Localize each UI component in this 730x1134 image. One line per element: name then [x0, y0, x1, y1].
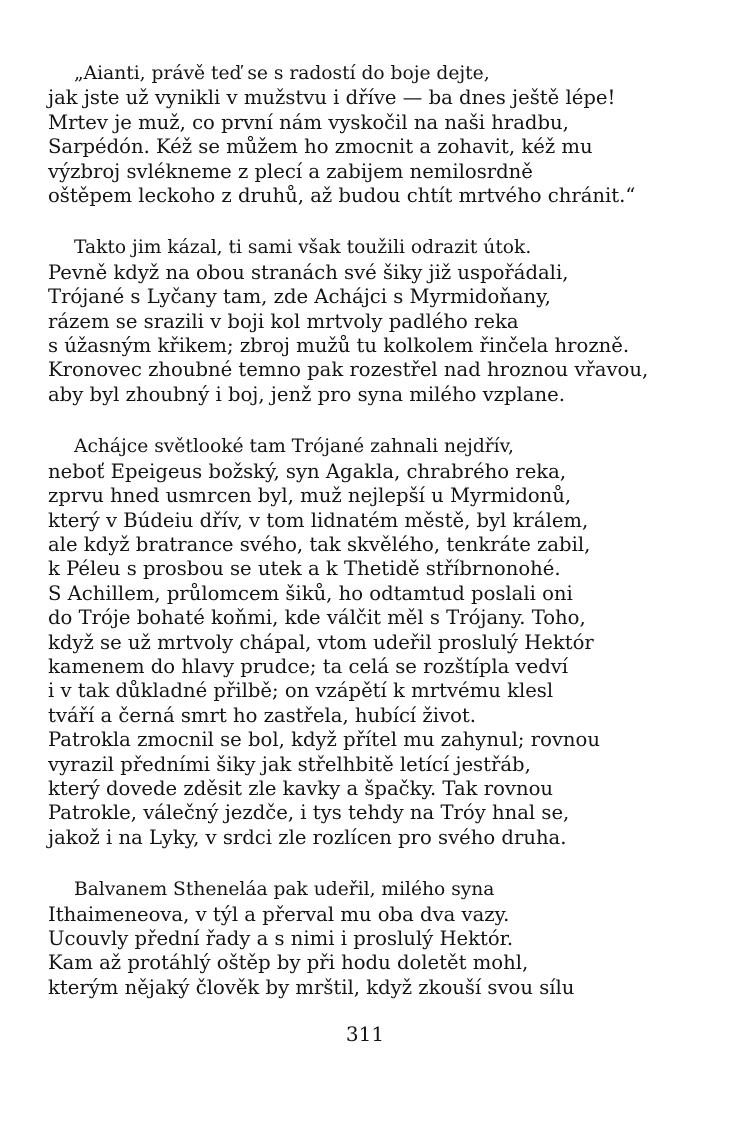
stanza-1	[48, 62, 698, 208]
stanza-4	[48, 878, 698, 1000]
verse-line: Patrokle, válečný jezdče, i tys tehdy na Tróy hnal se,	[48, 801, 570, 825]
verse-line: ale když bratrance svého, tak skvělého, tenkráte zabil,	[48, 532, 591, 556]
verse-line: k Péleu s prosbou se utek a k Thetidě stříbrnonohé.	[48, 557, 561, 581]
verse-line: neboť Epeigeus božský, syn Agakla, chrabrého reka,	[48, 459, 567, 483]
verse-line: S Achillem, průlomcem šiků, ho odtamtud poslali oni	[48, 581, 573, 605]
verse-line: rázem se srazili v boji kol mrtvoly padlého reka	[48, 309, 519, 333]
verse-line: zprvu hned usmrcen byl, muž nejlepší u Myrmidonů,	[48, 484, 572, 508]
verse-line: který v Búdeiu dřív, v tom lidnatém městě, byl králem,	[48, 508, 589, 532]
verse-line: když se už mrtvoly chápal, vtom udeřil proslulý Hektór	[48, 630, 594, 654]
verse-line: do Tróje bohaté koňmi, kde válčit měl s Trójany. Toho,	[48, 606, 586, 630]
verse-line: Pevně když na obou stranách své šiky již uspořádali,	[48, 260, 569, 284]
verse-line: i v tak důkladné přilbě; on vzápětí k mrtvému klesl	[48, 679, 554, 703]
stanza-2	[48, 236, 698, 407]
verse-line: Kronovec zhoubné temno pak rozestřel nad hroznou vřavou,	[48, 358, 649, 382]
verse-line: Patrokla zmocnil se bol, když přítel mu zahynul; rovnou	[48, 728, 600, 752]
page-number: 311	[345, 1022, 385, 1046]
verse-line: Takto jim kázal, ti sami však toužili odrazit útok.	[74, 237, 532, 259]
verse-line: tváří a černá smrt ho zastřela, hubící život.	[48, 703, 476, 727]
verse-line: Ucouvly přední řady a s nimi i proslulý Hektór.	[48, 927, 514, 950]
verse-line: Trójané s Lyčany tam, zde Achájci s Myrmidoňany,	[48, 285, 551, 309]
verse-line: aby byl zhoubný i boj, jenž pro syna milého vzplane.	[48, 382, 565, 406]
verse-line: který dovede zděsit zle kavky a špačky. Tak rovnou	[48, 776, 554, 800]
verse-line: s úžasným křikem; zbroj mužů tu kolkolem řinčela hrozně.	[48, 334, 630, 358]
verse-line: Ithaimeneova, v týl a přerval mu oba dva vazy.	[48, 902, 510, 926]
verse-line: výzbroj svlékneme z plecí a zabijem nemilosrdně	[48, 159, 533, 183]
verse-line: kamenem do hlavy prudce; ta celá se rozštípla vedví	[48, 654, 569, 678]
verse-line: Achájce světlooké tam Trójané zahnali nejdřív,	[74, 436, 514, 458]
verse-line: Sarpédón. Kéž se můžem ho zmocnit a zohavit, kéž mu	[48, 135, 593, 159]
poem-text	[48, 62, 698, 1028]
verse-line: jak jste už vynikli v mužstvu i dříve — ba dnes ještě lépe!	[48, 86, 616, 110]
verse-line: vyrazil předními šiky jak střelhbitě letící jestřáb,	[48, 752, 531, 776]
verse-line: oštěpem leckoho z druhů, až budou chtít mrtvého chránit.“	[48, 184, 636, 208]
verse-line: Balvanem Stheneláa pak udeřil, milého syna	[74, 879, 495, 901]
verse-line: jakož i na Lyky, v srdci zle rozlícen pro svého druha.	[48, 825, 567, 849]
verse-line: „Aianti, právě teď se s radostí do boje dejte,	[74, 63, 490, 84]
verse-line: Kam až protáhlý oštěp by při hodu doletět mohl,	[48, 951, 529, 975]
verse-line: Mrtev je muž, co první nám vyskočil na naši hradbu,	[48, 110, 569, 134]
stanza-3	[48, 435, 698, 850]
verse-line: kterým nějaký člověk by mrštil, když zkouší svou sílu	[48, 975, 575, 999]
